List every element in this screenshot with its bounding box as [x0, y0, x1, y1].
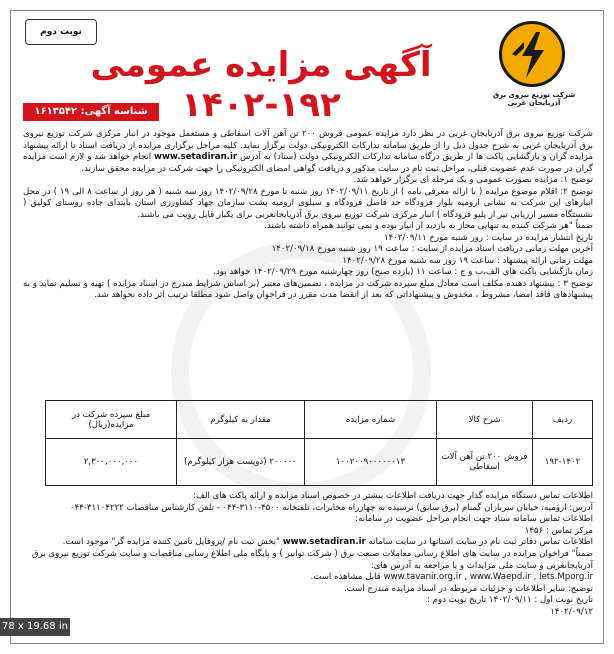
logo-lightning-icon: [499, 21, 565, 87]
intro-paragraph: [23, 129, 593, 175]
company-logo: [479, 19, 589, 119]
date-publish: تاریخ انتشار مزایده در سایت : روز شنبه مورخ ۱۴۰۲/۰۹/۱۱: [383, 232, 593, 243]
table-header-row: [46, 401, 593, 439]
date-last-docs: آخرین مهلت زمانی دریافت اسناد مزایده از سایت : ساعت ۱۹ روز شنبه مورخ ۱۴۰۲/۰۹/۱۸: [271, 244, 593, 254]
cell-deposit: ۲,۳۰۰,۰۰۰,۰۰۰: [46, 439, 177, 486]
footer-line-3: اطلاعات تماس سامانه ستاد جهت انجام مراحل عضویت در سامانه:: [355, 514, 593, 525]
date-submit: مهلت زمانی ارائه پیشنهاد : ساعت ۱۹ روز سه شنبه مورخ ۱۴۰۲/۰۹/۲۸: [342, 255, 593, 266]
intro-site-link[interactable]: www.setadiran.ir: [154, 152, 238, 162]
cell-row: ۱۹۲-۱۴۰۲: [533, 439, 593, 486]
cell-quantity: ۲۰۰۰۰۰ (دویست هزار کیلوگرم): [177, 439, 305, 486]
footer-websites[interactable]: www.tavanir.org.ir , www.Waepd.ir , lets.Mporg.ir قابل مشاهده است.: [310, 572, 593, 583]
footer-line-5: [23, 537, 593, 549]
header: [11, 11, 605, 125]
note-2: توضیح ۲: اقلام موضوع مزایده ( با ارائه معرفی نامه ) از تاریخ ۱۴۰۲/۰۹/۱۱ روز شنبه تا مورخ ۱۴۰۲/۰۹/۲۸ روز سه شنبه ( هر روز از ساعت ۸ الی ۱۹ ) در محل انبارهای این شرکت به نشانی ارومیه بلوار فرودگاه حد فاصل فرودگاه و سیلوی ارومیه پشت سازمان جهاد کشاورزی استان بابتدای جاده روستای کولیق ( نشستگاه مسیر ارزیابی تیر از پلیو فرودگاه ) انبار مرکزی شرکت توزیع نیروی برق آذربایجانغربی برای یکبار قابل رویت می باشند.: [23, 186, 593, 220]
col-quantity: مقدار به کیلوگرم: [177, 401, 305, 439]
advertisement-sheet: [10, 10, 604, 644]
footer-site-link[interactable]: www.setadiran.ir: [282, 537, 366, 548]
footer-line-5-tail: "بخش ثبت نام /پروفایل تامین کننده مزایده گر" موجود است.: [62, 537, 280, 548]
footer-line-4: مرکز تماس : ۱۴۵۶: [524, 525, 593, 536]
footer-line-9: تاریخ نوبت اول : ۱۴۰۲/۰۹/۱۱ تاریخ نوبت دوم :: [427, 595, 593, 606]
company-caption: شرکت توزیع نیروی برق آذربایجان غربی: [492, 91, 576, 107]
ad-id: شناسه آگهی: ۱۶۱۳۵۴۲: [23, 103, 159, 121]
footer-text: [23, 491, 593, 619]
auction-table: [45, 400, 593, 486]
footer-line-10: ۱۴۰۲/۰۹/۱۲: [550, 606, 593, 617]
col-auction-number: شماره مزایده: [305, 401, 437, 439]
footer-line-2: آدرس: ارومیه، خیابان سربازان گمنام (برق سابق) نرسیده به چهارراه مخابرات، تلفنخانه ۴۵۰۰-۳۱۱۰-۰۴۴ - تلفن کارشناس مناقصات ۳۱۱۰۴۲۲۲-۰۴۴: [69, 502, 593, 513]
footer-line-6: ضمناً" فراخوان مزایده در سایت های اطلاع رسانی معاملات صنعت برق ( شرکت توانیر ) و پایگاه ملی اطلاع رسانی مناقصات و سایت شرکت توزیع نیروی برق آذربایجانغربی و سایت ملی مزایدات و یا مراجعه به آدرس های:: [31, 548, 593, 571]
table-row: [46, 439, 593, 486]
cell-description: فروش ۲۰۰ تن آهن آلات اسقاطی: [437, 439, 533, 486]
size-tag: 78 x 19.68 in: [0, 618, 70, 636]
cell-auction-number: ۱۰۰۲۰۰۹۰۰۰۰۰۰۱۳: [305, 439, 437, 486]
body-text: [23, 129, 593, 302]
col-row: ردیف: [533, 401, 593, 439]
note-3: توضیح ۳ : پیشنهاد دهنده مکلف است معادل مبلغ سپرده شرکت در مزایده ، تضمین‌های معتبر (بر اساس شرایط مندرج در اسناد مزایده ) تهیه و تسلیم نماید و به پیشنهادهای فاقد امضا، مشروط ، مخدوش و پیشنهاداتی که بعد از انقضا مدت مقرر در فراخوان واصل شود مطلقا ترتیب اثر داده نخواهد شد.: [23, 278, 593, 300]
note-2b: ضمناً "هر شرکت کننده به تنهایی مجاز به بازدید از انبار بوده و نمی توانند همراه داشته باشند.: [264, 221, 593, 231]
round-badge: نوبت دوم: [25, 19, 97, 45]
page-title: آگهی مزایده عمومی ۱۹۲-۱۴۰۲: [90, 45, 432, 125]
note-1: توضیح ۱: مزایده بصورت عمومی و یک مرحله ای برگزار خواهد شد.: [353, 175, 593, 185]
intro-text: شرکت توزیع نیروی برق آذربایجان غربی در نظر دارد مزایده عمومی فروش ۲۰۰ تن آهن آلات اسقاطی و مستعمل موجود در انبار مرکزی شرکت توزیع نیروی برق آذربایجان غربی به شرح جدول ذیل را از طریق سامانه تدارکات الکترونیکی دولت برگزار نماید. کلیه مراحل برگزاری مزایده از دریافت اسناد تا ارائه پیشنهاد مزایده گران و بازگشایی پاکت ها از طریق درگاه سامانه تدارکات الکترونیکی دولت (ستاد) به آدرس: [23, 129, 593, 162]
date-open: زمان بازگشایی پاکت های الف،ب و ج : ساعت ۱۱ (یازده صبح) روز چهارشنبه مورخ ۱۴۰۲/۰۹/۲۹ خواهد بود.: [213, 267, 593, 277]
col-deposit: مبلغ سپرده شرکت در مزایده(ریال): [46, 401, 177, 439]
footer-line-5-text: اطلاعات تماس دفاتر ثبت نام در سایت استانها در سایت سامانه: [368, 537, 593, 548]
col-description: شرح کالا: [437, 401, 533, 439]
footer-line-1: اطلاعات تماس دستگاه مزایده گذار جهت دریافت اطلاعات بیشتر در خصوص اسناد مزایده و ارائه پاکت های الف:: [193, 491, 593, 501]
intro-tail: انجام خواهد شد و لازم است مزایده گران در صورت عدم عضویت قبلی، مراحل ثبت نام در سایت مذکور و دریافت گواهی امضای الکترونیکی را جهت شرکت در مزایده محقق سازند.: [23, 152, 593, 174]
footer-line-8: توضیح: سایر اطلاعات و جزئیات مربوطه در اسناد مزایده مندرج است.: [343, 583, 593, 594]
